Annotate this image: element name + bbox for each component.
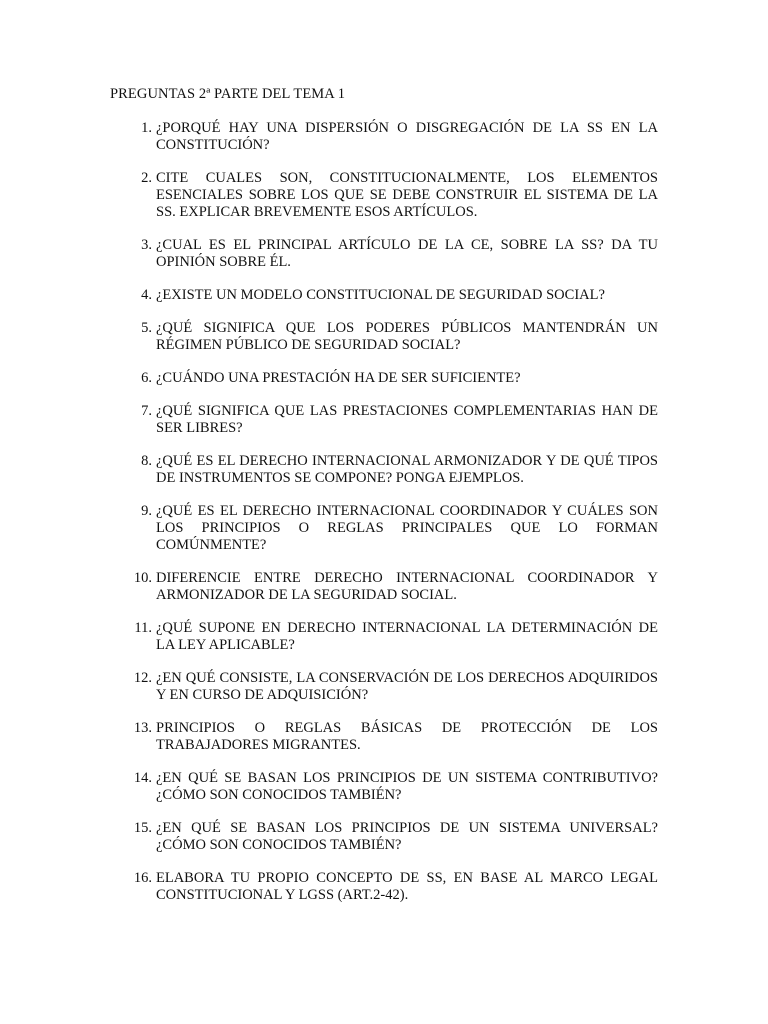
question-number: 7. [141,403,152,419]
question-number: 12. [133,670,152,686]
question-number: 13. [133,720,152,736]
question-number: 2. [141,170,152,186]
question-text: ¿QUÉ SIGNIFICA QUE LAS PRESTACIONES COMPLEMENTARIAS HAN DE SER LIBRES? [156,403,658,436]
question-item [110,720,658,754]
question-item [110,403,658,437]
document-title: PREGUNTAS 2ª PARTE DEL TEMA 1 [110,86,346,102]
question-number: 8. [141,453,152,469]
question-item [110,670,658,704]
question-text: ¿CUAL ES EL PRINCIPAL ARTÍCULO DE LA CE, SOBRE LA SS? DA TU OPINIÓN SOBRE ÉL. [156,237,658,270]
question-text: ¿EN QUÉ SE BASAN LOS PRINCIPIOS DE UN SISTEMA CONTRIBUTIVO? ¿CÓMO SON CONOCIDOS TAMBIÉN? [156,770,658,803]
question-item [110,237,658,271]
question-text: ELABORA TU PROPIO CONCEPTO DE SS, EN BASE AL MARCO LEGAL CONSTITUCIONAL Y LGSS (ART.2-42). [156,870,658,903]
question-text: ¿CUÁNDO UNA PRESTACIÓN HA DE SER SUFICIENTE? [156,370,521,386]
question-list [110,120,658,920]
question-text: ¿PORQUÉ HAY UNA DISPERSIÓN O DISGREGACIÓN DE LA SS EN LA CONSTITUCIÓN? [156,120,658,153]
question-number: 5. [141,320,152,336]
question-text: CITE CUALES SON, CONSTITUCIONALMENTE, LOS ELEMENTOS ESENCIALES SOBRE LOS QUE SE DEBE CONSTRUIR EL SISTEMA DE LA SS. EXPLICAR BREVEMENTE ESOS ARTÍCULOS. [156,170,658,220]
question-item [110,287,658,304]
question-item [110,620,658,654]
question-text: ¿EXISTE UN MODELO CONSTITUCIONAL DE SEGURIDAD SOCIAL? [156,287,605,303]
question-number: 3. [141,237,152,253]
question-number: 16. [133,870,152,886]
question-number: 9. [141,503,152,519]
question-number: 15. [133,820,152,836]
question-number: 14. [133,770,152,786]
question-item [110,453,658,487]
question-item [110,320,658,354]
question-item [110,120,658,154]
question-item [110,870,658,904]
question-text: ¿EN QUÉ CONSISTE, LA CONSERVACIÓN DE LOS DERECHOS ADQUIRIDOS Y EN CURSO DE ADQUISICIÓN? [156,670,658,703]
question-text: PRINCIPIOS O REGLAS BÁSICAS DE PROTECCIÓN DE LOS TRABAJADORES MIGRANTES. [156,720,658,753]
question-text: DIFERENCIE ENTRE DERECHO INTERNACIONAL COORDINADOR Y ARMONIZADOR DE LA SEGURIDAD SOCIAL. [156,570,658,603]
question-text: ¿QUÉ ES EL DERECHO INTERNACIONAL COORDINADOR Y CUÁLES SON LOS PRINCIPIOS O REGLAS PRINCIPALES QUE LO FORMAN COMÚNMENTE? [156,503,658,553]
question-item [110,503,658,554]
question-text: ¿QUÉ SUPONE EN DERECHO INTERNACIONAL LA DETERMINACIÓN DE LA LEY APLICABLE? [156,620,658,653]
question-number: 4. [141,287,152,303]
question-number: 11. [134,620,152,636]
question-item [110,820,658,854]
question-number: 1. [141,120,152,136]
question-text: ¿QUÉ ES EL DERECHO INTERNACIONAL ARMONIZADOR Y DE QUÉ TIPOS DE INSTRUMENTOS SE COMPONE? PONGA EJEMPLOS. [156,453,658,486]
question-text: ¿QUÉ SIGNIFICA QUE LOS PODERES PÚBLICOS MANTENDRÁN UN RÉGIMEN PÚBLICO DE SEGURIDAD SOCIAL? [156,320,658,353]
question-item [110,770,658,804]
question-item [110,370,658,387]
question-item [110,170,658,221]
question-text: ¿EN QUÉ SE BASAN LOS PRINCIPIOS DE UN SISTEMA UNIVERSAL? ¿CÓMO SON CONOCIDOS TAMBIÉN? [156,820,658,853]
question-item [110,570,658,604]
question-number: 10. [133,570,152,586]
question-number: 6. [141,370,152,386]
